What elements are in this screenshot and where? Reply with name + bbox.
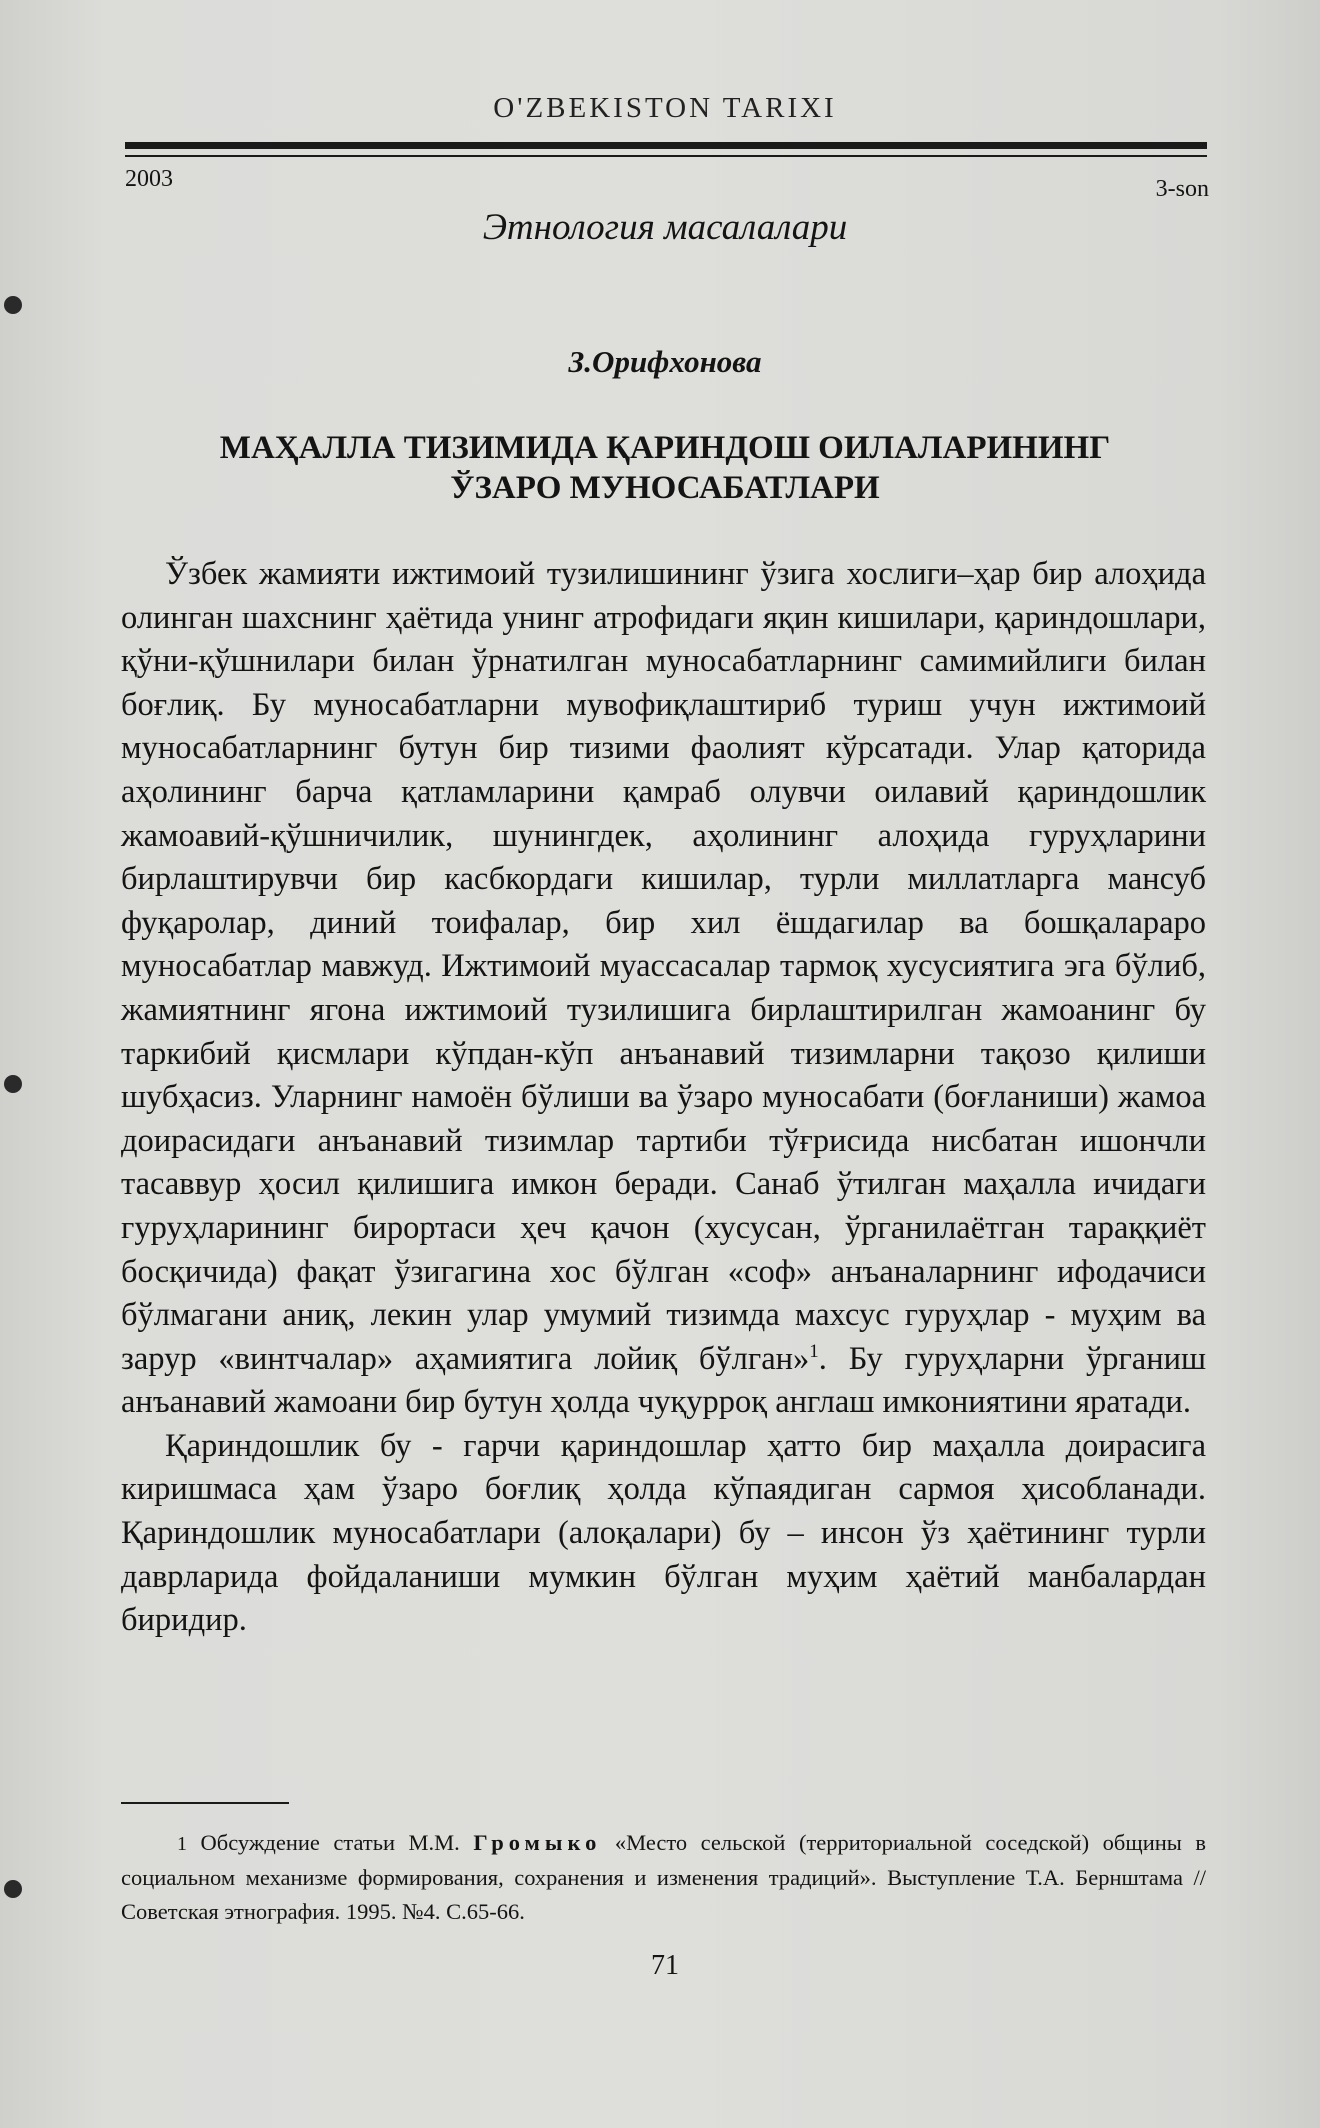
issue-year: 2003	[125, 166, 173, 192]
footnote-text-after: «Место сельской (территориальной соседской) общины в социальном механизме формирования, сохранения и изменения традиций». Выступление Т.А. Бернштама // Советская этнография. 1995. №4. С.65-66.	[121, 1830, 1207, 1924]
section-title: Этнология масалалари	[482, 207, 848, 248]
header-rule-thin	[125, 155, 1207, 157]
footnote-separator	[121, 1802, 289, 1804]
binder-hole-mark	[4, 1075, 22, 1093]
header-rule-thick	[125, 142, 1207, 149]
article-author: З.Орифхонова	[568, 344, 762, 379]
article-title-line-2: ЎЗАРО МУНОСАБАТЛАРИ	[450, 470, 880, 506]
journal-title: O'ZBEKISTON TARIXI	[493, 92, 837, 124]
binder-hole-mark	[4, 1880, 22, 1898]
paragraph-1-ending: . Бу гуруҳларни ўрганиш анъанавий жамоани бир бутун ҳолда чуқурроқ англаш имкониятини яратади.	[121, 1340, 1207, 1421]
footnote-number: 1	[177, 1833, 187, 1855]
body-paragraph-2: Қариндошлик бу - гарчи қариндошлар ҳатто бир маҳалла доирасига киришмаса ҳам ўзаро боғлиқ ҳолда кўпаядиган сармоя ҳисобланади. Қариндошлик муносабатлари (алоқалари) бу – инсон ўз ҳаётининг турли даврларида фойдаланиши мумкин бўлган муҳим ҳаётий манбалардан биридир.	[121, 1427, 1206, 1639]
issue-number: 3-son	[1155, 176, 1209, 202]
footnote-reference: 1	[809, 1340, 819, 1362]
footnote-text-before: Обсуждение статьи М.М.	[200, 1830, 460, 1855]
footnote-text	[121, 1826, 1206, 1929]
body-paragraph-1	[121, 553, 1206, 1425]
footnote	[121, 1826, 1206, 1929]
page-number: 71	[651, 1950, 679, 1981]
paragraph-1-text: Ўзбек жамияти ижтимоий тузилишининг ўзига хослиги–ҳар бир алоҳида олинган шахснинг ҳаётида унинг атрофидаги яқин кишилари, қариндошлари, қўни-қўшнилари билан ўрнатилган муносабатларнинг самимийлиги билан боғлиқ. Бу муносабатларни мувофиқлаштириб туриш учун ижтимоий муносабатларнинг бутун бир тизими фаолият кўрсатади. Улар қаторида аҳолининг барча қатламларини қамраб олувчи оилавий қариндошлик жамоавий-қўшничилик, шунингдек, аҳолининг алоҳида гуруҳларини бирлаштирувчи бир касбкордаги кишилар, турли миллатларга мансуб фуқаролар, диний тоифалар, бир хил ёшдагилар ва бошқалараро муносабатлар мавжуд. Ижтимоий муассасалар тармоқ хусусиятига эга бўлиб, жамиятнинг ягона ижтимоий тузилишига бирлаштирилган жамоанинг бу таркибий қисмлари кўпдан-кўп анъанавий тизимларни тақозо қилиши шубҳасиз. Уларнинг намоён бўлиши ва ўзаро муносабати (боғланиши) жамоа доирасидаги анъанавий тизимлар тартиби тўғрисида нисбатан ишончли тасаввур ҳосил қилишига имкон беради. Санаб ўтилган маҳалла ичидаги гуруҳларининг бирортаси ҳеч қачон (хусусан, ўрганилаётган тараққиёт босқичида) фақат ўзигагина хос бўлган «соф» анъаналарнинг ифодачиси бўлмагани аниқ, лекин улар умумий тизимда махсус гуруҳлар - муҳим ва зарур «винтчалар» аҳамиятига лойиқ бўлган»	[121, 556, 1206, 1377]
footnote-author-name: Громыко	[473, 1830, 602, 1855]
article-body	[121, 553, 1206, 1643]
binder-hole-mark	[4, 296, 22, 314]
article-title-line-1: МАҲАЛЛА ТИЗИМИДА ҚАРИНДОШ ОИЛАЛАРИНИНГ	[219, 430, 1111, 466]
article-title	[125, 428, 1205, 508]
